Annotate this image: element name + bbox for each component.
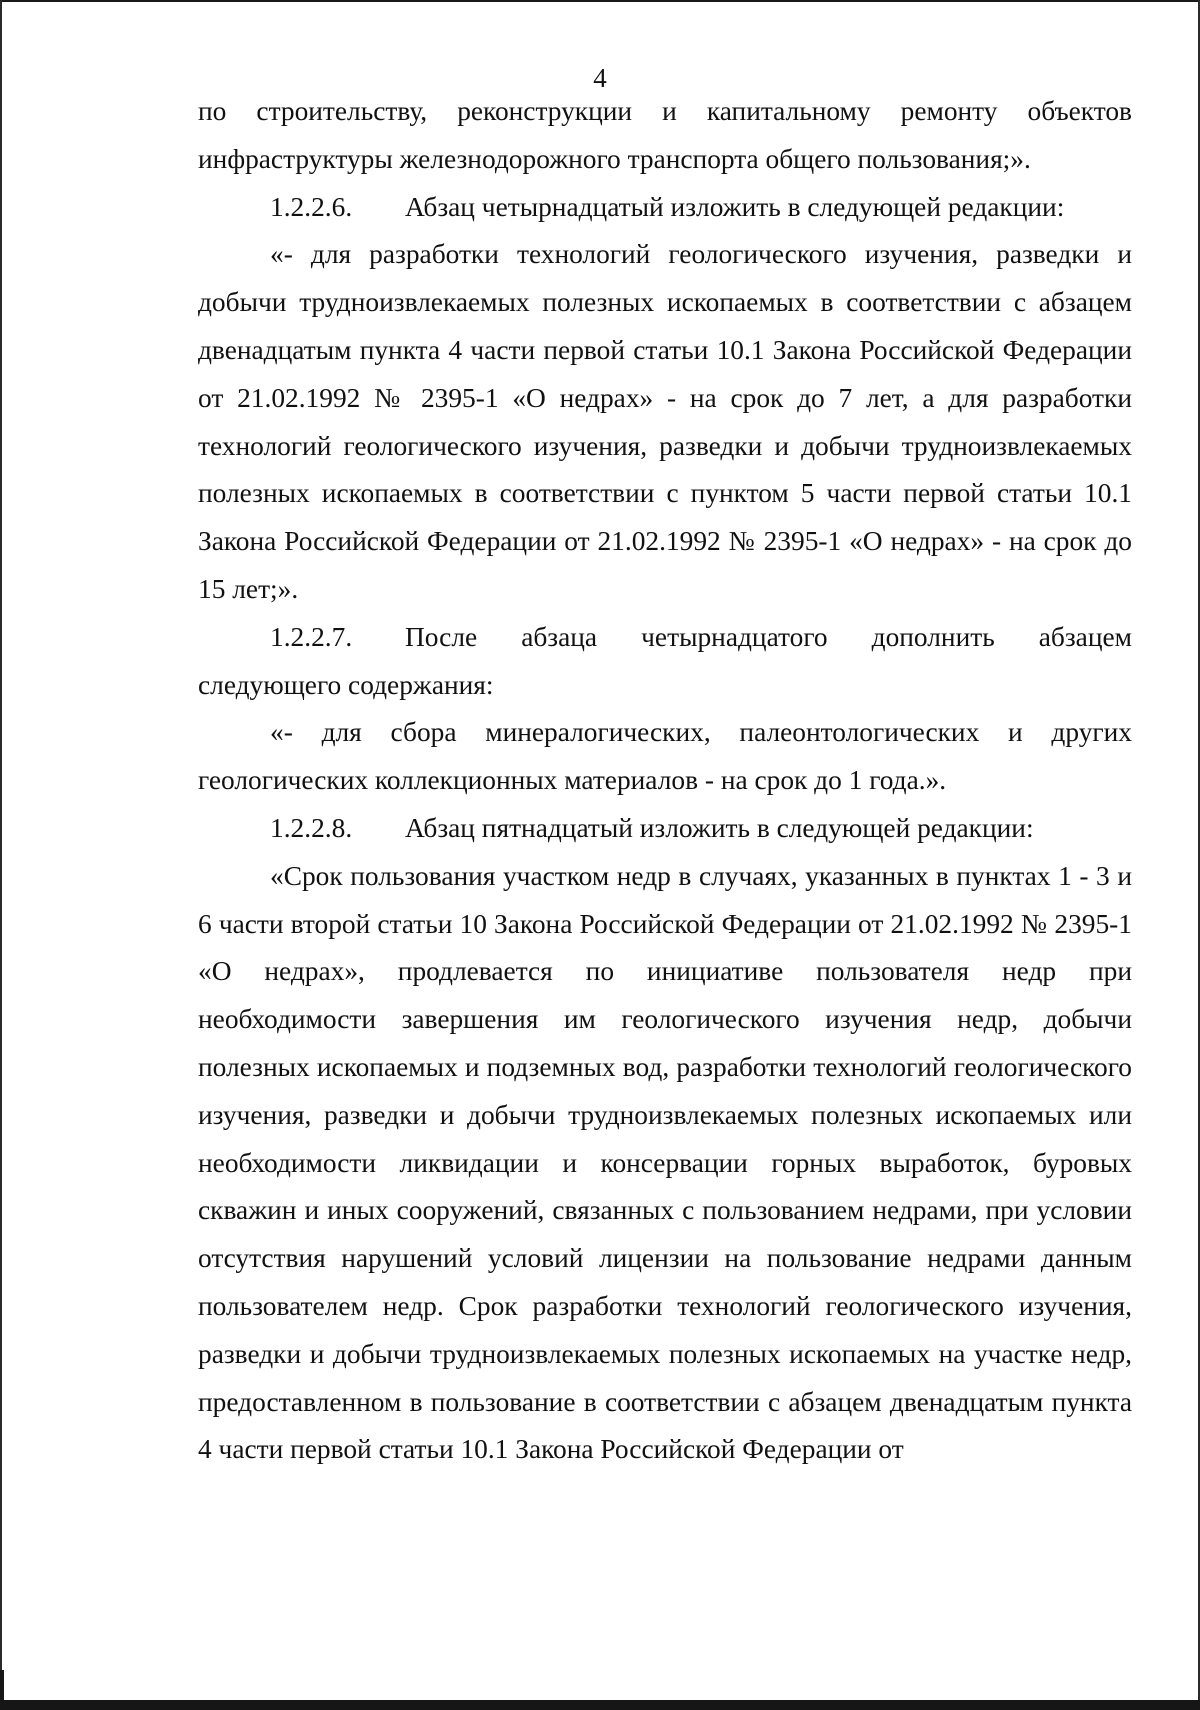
scan-edge-bottom — [0, 1700, 1200, 1710]
paragraph-quoted-text: «- для разработки технологий геологического изучения, разведки и добычи трудноизвлекаемых полезных ископаемых в соответствии с абзацем двенадцатым пункта 4 части первой статьи 10.1 Закона Российской Федерации от 21.02.1992 № 2395-1 «О недрах» - на срок до 7 лет, а для разработки технологий геологического изучения, разведки и добычи трудноизвлекаемых полезных ископаемых в соответствии с пунктом 5 части первой статьи 10.1 Закона Российской Федерации от 21.02.1992 № 2395-1 «О недрах» - на срок до 15 лет;». — [198, 239, 1132, 604]
paragraph-item-1-2-2-6 — [198, 184, 1132, 232]
item-number: 1.2.2.7. — [270, 621, 353, 652]
scan-edge-corner — [0, 1670, 4, 1710]
item-text: Абзац четырнадцатый изложить в следующей редакции: — [405, 191, 1065, 222]
page-number: 4 — [593, 63, 607, 93]
paragraph-item-1-2-2-7 — [198, 614, 1132, 710]
item-number: 1.2.2.8. — [270, 812, 353, 843]
item-text: После абзаца четырнадцатого дополнить абзацем следующего содержания: — [198, 621, 1132, 700]
item-text: Абзац пятнадцатый изложить в следующей редакции: — [405, 812, 1034, 843]
paragraph-continuation: по строительству, реконструкции и капитальному ремонту объектов инфраструктуры железнодорожного транспорта общего пользования;». — [198, 96, 1132, 174]
item-number: 1.2.2.6. — [270, 191, 353, 222]
scan-edge-top — [0, 0, 1200, 2]
paragraph-quoted-text: «Срок пользования участком недр в случаях, указанных в пунктах 1 - 3 и 6 части второй статьи 10 Закона Российской Федерации от 21.02.1992 № 2395-1 «О недрах», продлевается по инициативе пользователя недр при необходимости завершения им геологического изучения недр, добычи полезных ископаемых и подземных вод, разработки технологий геологического изучения, разведки и добычи трудноизвлекаемых полезных ископаемых или необходимости ликвидации и консервации горных выработок, буровых скважин и иных сооружений, связанных с пользованием недрами, при условии отсутствия нарушений условий лицензии на пользование недрами данным пользователем недр. Срок разработки технологий геологического изучения, разведки и добычи трудноизвлекаемых полезных ископаемых на участке недр, предоставленном в пользование в соответствии с абзацем двенадцатым пункта 4 части первой статьи 10.1 Закона Российской Федерации от — [198, 860, 1132, 1465]
document-body — [198, 88, 1132, 1474]
paragraph-quoted-text: «- для сбора минералогических, палеонтологических и других геологических коллекционных материалов - на срок до 1 года.». — [198, 717, 1132, 796]
paragraph-item-1-2-2-8 — [198, 805, 1132, 853]
scan-edge-left — [0, 0, 2, 1710]
